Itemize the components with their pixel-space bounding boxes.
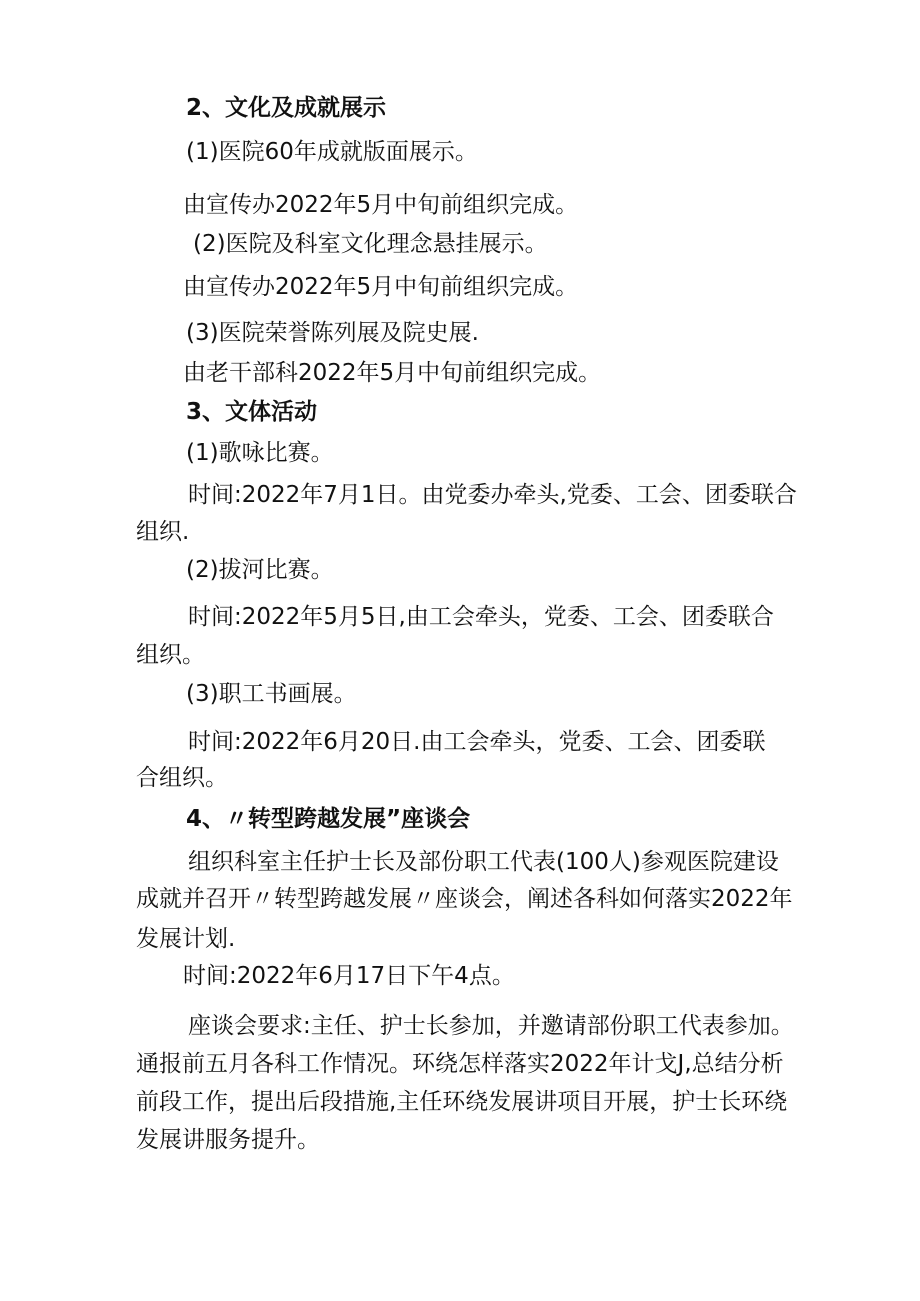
section-2-item-3-note: 由老干部科2022年5月中旬前组织完成。	[183, 360, 602, 386]
section-4-requirements-cont-2: 前段工作，提出后段措施,主任环绕发展讲项目开展，护士长环绕	[136, 1089, 788, 1115]
section-2-item-2-note: 由宣传办2022年5月中旬前组织完成。	[183, 274, 579, 300]
section-4-para-1-end: 发展计划.	[136, 926, 236, 952]
section-4-requirements: 座谈会要求:主任、护士长参加，并邀请部份职工代表参加。	[188, 1013, 794, 1039]
section-3-item-3: (3)职工书画展。	[186, 681, 357, 707]
section-3-item-1-time: 时间:2022年7月1日。由党委办牵头,党委、工会、团委联合	[188, 482, 797, 508]
section-3-item-2: (2)拔河比赛。	[186, 557, 334, 583]
section-2-item-1: (1)医院60年成就版面展示。	[186, 139, 478, 165]
section-4-heading: 4、〃转型跨越发展”座谈会	[186, 806, 471, 832]
section-4-requirements-cont-1: 通报前五月各科工作情况。环绕怎样落实2022年计戈J,总结分析	[136, 1051, 784, 1077]
section-2-heading: 2、文化及成就展示	[186, 95, 387, 121]
section-3-item-2-time: 时间:2022年5月5日,由工会牵头，党委、工会、团委联合	[188, 604, 774, 630]
section-3-item-3-time-cont: 合组织。	[136, 765, 228, 791]
section-4-para-1: 组织科室主任护士长及部份职工代表(100人)参观医院建设	[188, 849, 779, 875]
section-3-item-2-time-cont: 组织。	[136, 642, 205, 668]
section-2-item-1-note: 由宣传办2022年5月中旬前组织完成。	[183, 192, 579, 218]
section-3-item-1: (1)歌咏比赛。	[186, 440, 334, 466]
section-4-para-1-cont: 成就并召开〃转型跨越发展〃座谈会，阐述各科如何落实2022年	[136, 886, 793, 912]
section-4-requirements-cont-3: 发展讲服务提升。	[136, 1127, 320, 1153]
section-3-item-1-time-cont: 组织.	[136, 519, 190, 545]
section-4-time: 时间:2022年6月17日下午4点。	[183, 963, 515, 989]
section-2-item-2: (2)医院及科室文化理念悬挂展示。	[193, 231, 548, 257]
section-3-item-3-time: 时间:2022年6月20日.由工会牵头，党委、工会、团委联	[188, 729, 766, 755]
section-2-item-3: (3)医院荣誉陈列展及院史展.	[186, 320, 479, 346]
section-3-heading: 3、文体活动	[186, 399, 318, 425]
